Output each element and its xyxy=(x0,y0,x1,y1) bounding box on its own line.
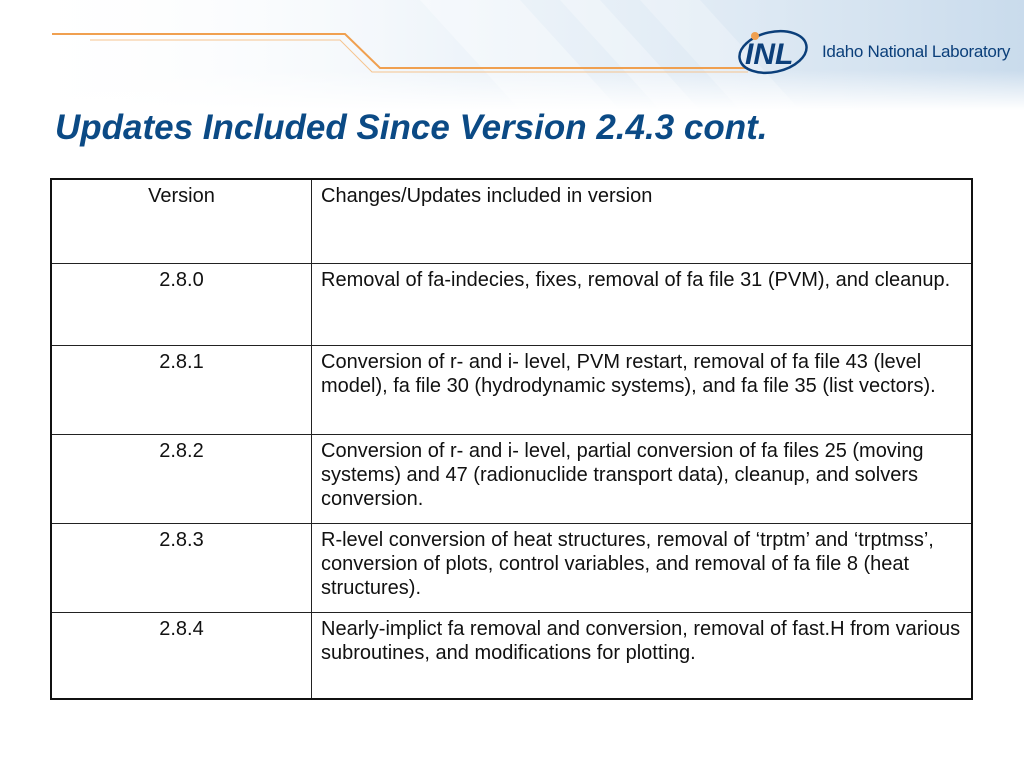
table-row xyxy=(51,612,972,699)
header-version: Version xyxy=(51,179,312,263)
version-cell: 2.8.4 xyxy=(51,612,312,699)
table-row xyxy=(51,345,972,434)
version-cell: 2.8.1 xyxy=(51,345,312,434)
header-changes: Changes/Updates included in version xyxy=(312,179,973,263)
table-row xyxy=(51,434,972,523)
logo-text: Idaho National Laboratory xyxy=(822,42,1011,61)
inl-logo-icon xyxy=(735,22,817,82)
changes-cell: Conversion of r- and i- level, PVM restart, removal of fa file 43 (level model), fa file 30 (hydrodynamic systems), and fa file 35 (list vectors). xyxy=(312,345,973,434)
version-cell: 2.8.0 xyxy=(51,263,312,345)
table-row xyxy=(51,523,972,612)
changes-cell: Nearly-implict fa removal and conversion, removal of fast.H from various subroutines, and modifications for plotting. xyxy=(312,612,973,699)
inl-logo xyxy=(735,22,1011,82)
version-cell: 2.8.2 xyxy=(51,434,312,523)
table-row xyxy=(51,263,972,345)
page-title: Updates Included Since Version 2.4.3 cont. xyxy=(55,108,768,147)
changes-cell: Conversion of r- and i- level, partial conversion of fa files 25 (moving systems) and 47 (radionuclide transport data), cleanup, and solvers conversion. xyxy=(312,434,973,523)
table-header-row xyxy=(51,179,972,263)
updates-table xyxy=(50,178,973,700)
changes-cell: R-level conversion of heat structures, removal of ‘trptm’ and ‘trptmss’, conversion of plots, control variables, and removal of fa file 8 (heat structures). xyxy=(312,523,973,612)
version-cell: 2.8.3 xyxy=(51,523,312,612)
changes-cell: Removal of fa-indecies, fixes, removal of fa file 31 (PVM), and cleanup. xyxy=(312,263,973,345)
logo-mark-text: INL xyxy=(745,38,794,71)
